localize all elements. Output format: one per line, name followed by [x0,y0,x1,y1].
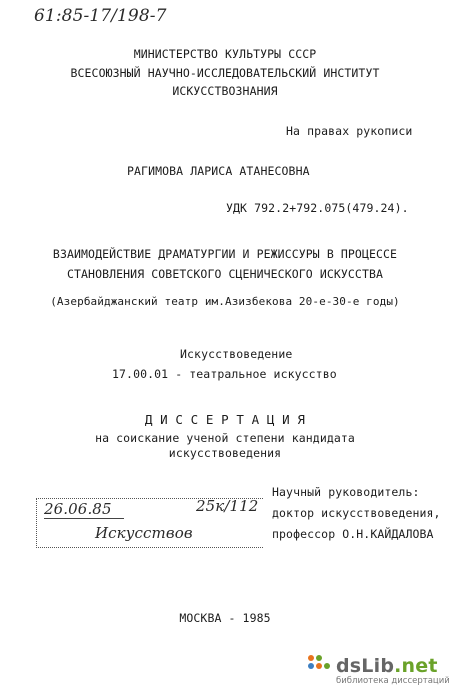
logo-dot-orange [308,655,314,661]
dissertation-heading: Д И С С Е Р Т А Ц И Я [144,412,306,427]
place-and-year: МОСКВА - 1985 [179,611,271,625]
author-name: РАГИМОВА ЛАРИСА АТАНЕСОВНА [127,164,310,178]
registration-code-handwritten: 25к/112 [196,497,259,515]
logo-dot-green [316,655,322,661]
logo-dot-green-2 [324,663,330,669]
title-line-2: СТАНОВЛЕНИЯ СОВЕТСКОГО СЦЕНИЧЕСКОГО ИСКУССТВА [66,267,384,281]
stamp-word-handwritten: Искусствов [95,524,193,542]
dslib-watermark [300,645,450,693]
registration-date-handwritten: 26.06.85 [44,500,112,518]
manuscript-rights: На правах рукописи [286,124,413,138]
dslib-logo-icon [308,655,330,675]
dslib-tagline: библиотека диссертаций [336,676,450,686]
degree-purpose-line-1: на соискание ученой степени кандидата [95,431,355,445]
degree-purpose-line-2: искусствоведения [168,446,282,460]
title-line-1: ВЗАИМОДЕЙСТВИЕ ДРАМАТУРГИИ И РЕЖИССУРЫ В ПРОЦЕССЕ [52,247,398,261]
title-subtitle: (Азербайджанский театр им.Азизбекова 20-е-30-е годы) [50,295,400,308]
stamp-underline [44,518,124,519]
dslib-brand[interactable] [336,655,438,677]
supervisor-label: Научный руководитель: [272,485,420,499]
institute-line-2: ИСКУССТВОЗНАНИЯ [172,84,278,98]
specialty-field: Искусствоведение [180,347,293,361]
institute-line-1: ВСЕСОЮЗНЫЙ НАУЧНО-ИССЛЕДОВАТЕЛЬСКИЙ ИНСТИТУТ [70,66,380,80]
supervisor-degree: доктор искусствоведения, [272,506,441,520]
ministry-line: МИНИСТЕРСТВО КУЛЬТУРЫ СССР [133,47,317,61]
logo-dot-orange-2 [316,663,322,669]
udk-code: УДК 792.2+792.075(479.24). [226,201,409,215]
specialty-code: 17.00.01 - театральное искусство [112,367,337,381]
logo-dot-blue [308,663,314,669]
brand-main: dsLib [336,655,395,677]
archive-number-handwritten: 61:85-17/198-7 [34,6,167,26]
brand-tld: .net [394,655,438,677]
supervisor-name: профессор О.Н.КАЙДАЛОВА [272,527,434,541]
